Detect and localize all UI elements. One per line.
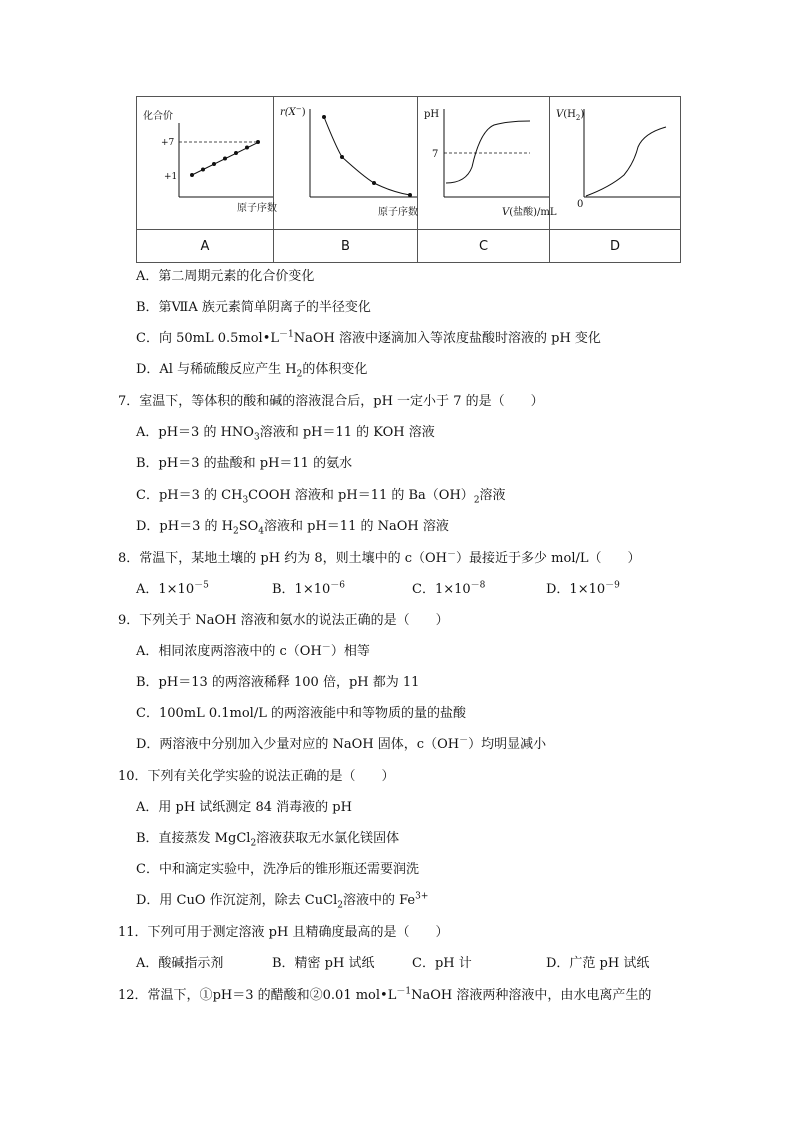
q11-option-c: C．pH 计: [412, 956, 472, 971]
graph-b-svg: [274, 97, 417, 229]
figure-table: [136, 96, 681, 263]
graph-a-point: [190, 173, 194, 177]
circled-number-2: ②: [309, 988, 323, 1003]
q6-option-c: C．向 50mL $0.5mol•L^{-1}NaOH$ 溶液中逐滴加入等浓度盐酸时溶液的 pH 变化: [136, 329, 601, 346]
q9-option-b: B．pH＝13 的两溶液稀释 100 倍，pH 都为 11: [136, 675, 420, 690]
q8-stem: 8．常温下，某地土壤的 pH 约为 8，则土壤中的 c（OH－）最接近于多少 mol/L（ ）: [118, 549, 641, 566]
graph-b-point: [340, 155, 344, 159]
q9-option-d: D．两溶液中分别加入少量对应的 NaOH 固体，c（OH－）均明显减小: [136, 735, 547, 752]
graph-b-point: [408, 193, 412, 197]
q9-option-c: C．100mL 0.1mol/L 的两溶液能中和等物质的量的盐酸: [136, 706, 466, 721]
graph-c-curve: [446, 121, 530, 183]
q11-stem: 11．下列可用于测定溶液 pH 且精确度最高的是（ ）: [118, 925, 449, 940]
graph-d-origin: 0: [577, 199, 584, 210]
graph-b-xlabel: 原子序数: [378, 207, 418, 218]
graph-a-ytick-high: +7: [161, 138, 175, 148]
graph-d-ylabel-wrap: $V(H_2)$: [556, 109, 585, 122]
graph-panel-b: [274, 97, 418, 230]
q10-option-c: C．中和滴定实验中，洗净后的锥形瓶还需要润洗: [136, 862, 419, 877]
graph-a-ylabel: 化合价: [143, 111, 173, 122]
graph-panel-a: [137, 97, 277, 230]
q7-stem: 7．室温下，等体积的酸和碱的溶液混合后，pH 一定小于 7 的是（ ）: [118, 394, 544, 409]
q6-option-a: A．第二周期元素的化合价变化: [136, 269, 315, 284]
graph-b-point: [322, 115, 326, 119]
q8-option-a: A．$1\times 10^{-5}$: [136, 580, 209, 597]
graph-b-point: [372, 181, 376, 185]
q11-options: [136, 955, 676, 973]
panel-label-c: C: [418, 230, 550, 263]
q10-option-a: A．用 pH 试纸测定 84 消毒液的 pH: [136, 800, 352, 815]
graph-b-ylabel-wrap: r(X−): [280, 105, 306, 118]
graph-a-xlabel: 原子序数: [237, 203, 277, 214]
graph-b-curve: [324, 117, 410, 195]
graph-a-point: [201, 168, 205, 172]
q10-stem: 10．下列有关化学实验的说法正确的是（ ）: [118, 769, 395, 784]
q7-option-d: D．pH＝3 的 $H_2SO_4$溶液和 pH＝11 的 NaOH 溶液: [136, 519, 449, 537]
q10-option-d: D．用 CuO 作沉淀剂，除去 CuCl$_2$溶液中的 $Fe^{3+}$: [136, 891, 429, 911]
q9-option-a: A．相同浓度两溶液中的 c（OH－）相等: [136, 642, 370, 659]
q7-option-a: A．pH＝3 的 $HNO_3$溶液和 pH＝11 的 KOH 溶液: [136, 425, 435, 443]
graph-a-points: [190, 140, 260, 177]
q6-option-b: B．第ⅦA 族元素简单阴离子的半径变化: [136, 300, 371, 315]
q11-option-d: D．广范 pH 试纸: [546, 956, 650, 971]
graph-c-ylabel: pH: [424, 109, 440, 120]
graph-panel-d: [550, 97, 681, 230]
q8-options: [136, 581, 676, 599]
graph-a-point: [234, 151, 238, 155]
q11-option-b: B．精密 pH 试纸: [272, 956, 375, 971]
panel-label-d: D: [550, 230, 681, 263]
q12-stem: 12．常温下，①pH＝3 的醋酸和②0.01 $mol•L^{-1}NaOH$ 溶液两种溶液中，由水电离产生的: [118, 986, 652, 1003]
q6-option-d: D．Al 与稀硫酸反应产生 $H_2$的体积变化: [136, 362, 368, 380]
panel-label-a: A: [137, 230, 274, 263]
q7-option-b: B．pH＝3 的盐酸和 pH＝11 的氨水: [136, 456, 353, 471]
graph-a-point: [212, 162, 216, 166]
graph-c-ytick: 7: [432, 149, 439, 160]
graph-d-curve: [586, 127, 666, 196]
q7-option-c: C．pH＝3 的 $CH_3COOH$ 溶液和 pH＝11 的 $Ba(OH)_2$溶液: [136, 488, 506, 506]
panel-label-b: B: [274, 230, 418, 263]
graph-c-svg: [418, 97, 557, 229]
circled-number-1: ①: [199, 988, 213, 1003]
graph-a-point: [256, 140, 260, 144]
q9-stem: 9．下列关于 NaOH 溶液和氨水的说法正确的是（ ）: [118, 613, 449, 628]
graph-a-point: [223, 157, 227, 161]
graph-panel-c: [418, 97, 557, 230]
q10-option-b: B．直接蒸发 MgCl$_2$溶液获取无水氯化镁固体: [136, 831, 400, 849]
graph-c-xlabel-wrap: V(盐酸)/mL: [502, 207, 557, 218]
graph-a-point: [245, 146, 249, 150]
q8-option-c: C．$1\times 10^{-8}$: [412, 580, 486, 597]
q11-option-a: A．酸碱指示剂: [136, 956, 224, 971]
graph-d-svg: [550, 97, 680, 229]
q8-option-b: B．$1\times 10^{-6}$: [272, 580, 345, 597]
graph-a-ytick-low: +1: [164, 172, 178, 182]
graph-a-svg: [137, 97, 277, 229]
q8-option-d: D．$1\times 10^{-9}$: [546, 580, 620, 597]
